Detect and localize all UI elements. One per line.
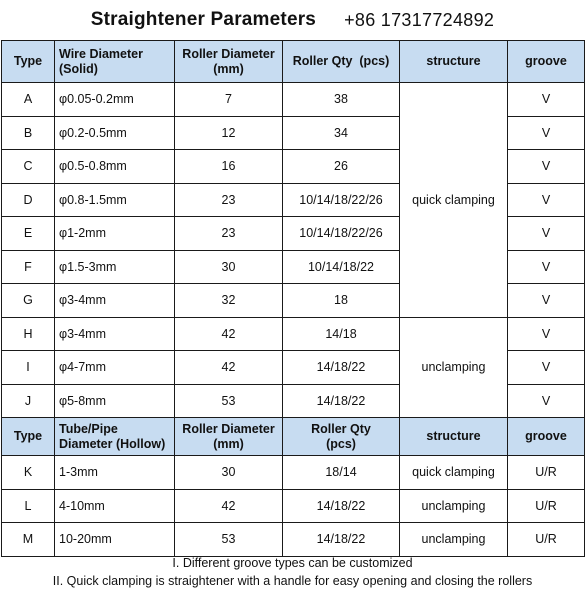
groove-cell: V [508,83,585,117]
header-roller-diameter: Roller Diameter (mm) [175,41,283,83]
roller-diameter-cell: 16 [175,150,283,184]
hollow-body [2,456,585,557]
roller-diameter-cell: 53 [175,384,283,418]
roller-diameter-cell: 23 [175,217,283,251]
groove-cell: V [508,351,585,385]
solid-header-row [2,41,585,83]
roller-qty-cell: 38 [283,83,400,117]
groove-cell: U/R [508,489,585,523]
note-1: I. Different groove types can be customized [172,556,413,570]
structure-cell-quick-clamping: quick clamping [400,83,508,318]
header-roller-diameter: Roller Diameter (mm) [175,418,283,456]
roller-qty-cell: 14/18/22 [283,489,400,523]
roller-qty-cell: 14/18/22 [283,384,400,418]
header-tube-diameter: Tube/Pipe Diameter (Hollow) [55,418,175,456]
wire-diameter-cell: φ1-2mm [55,217,175,251]
groove-cell: V [508,217,585,251]
tube-diameter-cell: 4-10mm [55,489,175,523]
header-roller-qty: Roller Qty (pcs) [283,41,400,83]
type-cell: G [2,284,55,318]
header-type: Type [2,418,55,456]
roller-qty-cell: 26 [283,150,400,184]
header-type: Type [2,41,55,83]
roller-diameter-cell: 23 [175,183,283,217]
page-title: Straightener Parameters [90,9,317,30]
wire-diameter-cell: φ1.5-3mm [55,250,175,284]
groove-cell: V [508,116,585,150]
groove-cell: V [508,250,585,284]
wire-diameter-cell: φ3-4mm [55,284,175,318]
tube-diameter-cell: 1-3mm [55,456,175,490]
roller-qty-cell: 18 [283,284,400,318]
type-cell: I [2,351,55,385]
wire-diameter-cell: φ5-8mm [55,384,175,418]
wire-diameter-cell: φ3-4mm [55,317,175,351]
roller-diameter-cell: 42 [175,351,283,385]
groove-cell: V [508,317,585,351]
type-cell: E [2,217,55,251]
type-cell: K [2,456,55,490]
header-structure: structure [400,418,508,456]
groove-cell: U/R [508,523,585,557]
roller-qty-cell: 14/18/22 [283,523,400,557]
table-row [2,489,585,523]
title-bar [0,0,585,40]
type-cell: F [2,250,55,284]
header-structure: structure [400,41,508,83]
roller-diameter-cell: 32 [175,284,283,318]
parameters-table [1,40,585,557]
roller-qty-cell: 18/14 [283,456,400,490]
groove-cell: V [508,384,585,418]
type-cell: D [2,183,55,217]
roller-diameter-cell: 30 [175,250,283,284]
table-row [2,317,585,351]
type-cell: J [2,384,55,418]
type-cell: B [2,116,55,150]
table-row [2,456,585,490]
roller-qty-cell: 34 [283,116,400,150]
structure-cell-unclamping: unclamping [400,317,508,418]
roller-diameter-cell: 42 [175,489,283,523]
type-cell: M [2,523,55,557]
wire-diameter-cell: φ0.2-0.5mm [55,116,175,150]
roller-diameter-cell: 30 [175,456,283,490]
header-wire-diameter: Wire Diameter (Solid) [55,41,175,83]
header-groove: groove [508,418,585,456]
note-2: II. Quick clamping is straightener with a handle for easy opening and closing the rollers [52,574,533,588]
roller-diameter-cell: 12 [175,116,283,150]
solid-body [2,83,585,418]
structure-cell: quick clamping [400,456,508,490]
roller-qty-cell: 14/18/22 [283,351,400,385]
notes [0,554,585,590]
phone-number: +86 17317724892 [344,9,495,30]
structure-cell: unclamping [400,523,508,557]
header-groove: groove [508,41,585,83]
type-cell: A [2,83,55,117]
roller-diameter-cell: 42 [175,317,283,351]
groove-cell: V [508,150,585,184]
header-roller-qty: Roller Qty (pcs) [283,418,400,456]
hollow-header-row [2,418,585,456]
tube-diameter-cell: 10-20mm [55,523,175,557]
groove-cell: V [508,183,585,217]
roller-diameter-cell: 53 [175,523,283,557]
roller-qty-cell: 10/14/18/22/26 [283,217,400,251]
wire-diameter-cell: φ0.05-0.2mm [55,83,175,117]
roller-qty-cell: 14/18 [283,317,400,351]
table-row [2,523,585,557]
type-cell: C [2,150,55,184]
groove-cell: V [508,284,585,318]
roller-diameter-cell: 7 [175,83,283,117]
structure-cell: unclamping [400,489,508,523]
table-row [2,83,585,117]
wire-diameter-cell: φ0.8-1.5mm [55,183,175,217]
type-cell: L [2,489,55,523]
roller-qty-cell: 10/14/18/22/26 [283,183,400,217]
wire-diameter-cell: φ4-7mm [55,351,175,385]
roller-qty-cell: 10/14/18/22 [283,250,400,284]
type-cell: H [2,317,55,351]
groove-cell: U/R [508,456,585,490]
wire-diameter-cell: φ0.5-0.8mm [55,150,175,184]
